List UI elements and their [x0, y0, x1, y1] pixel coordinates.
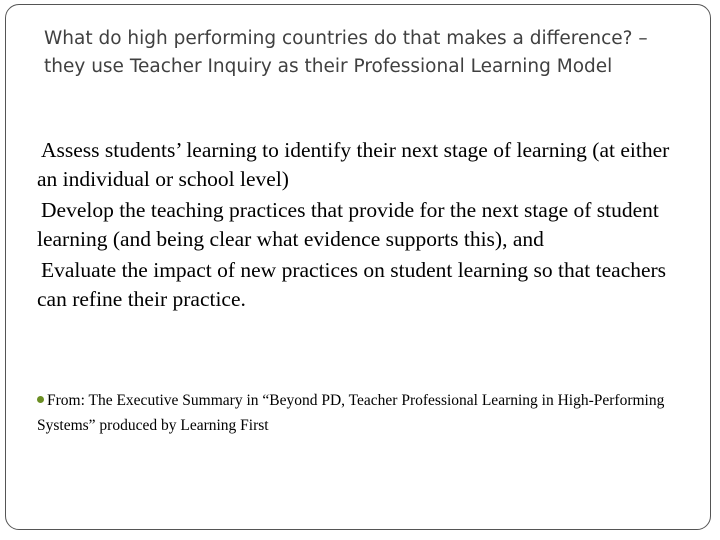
point-assess: Assess students’ learning to identify their next stage of learning (at either an individual or school level): [37, 138, 670, 191]
bullet-icon: [37, 396, 44, 403]
point-evaluate: Evaluate the impact of new practices on student learning so that teachers can refine their practice.: [37, 258, 667, 311]
source-text: From: The Executive Summary in “Beyond PD, Teacher Professional Learning in High-Performing Systems” produced by Learning First: [37, 392, 665, 434]
point-develop: Develop the teaching practices that provide for the next stage of student learning (and being clear what evidence supports this), and: [37, 198, 659, 251]
source-citation: [37, 388, 687, 438]
slide-title: What do high performing countries do that makes a difference? – they use Teacher Inquiry as their Professional Learning Model: [44, 28, 648, 77]
slide-body: [37, 136, 687, 316]
